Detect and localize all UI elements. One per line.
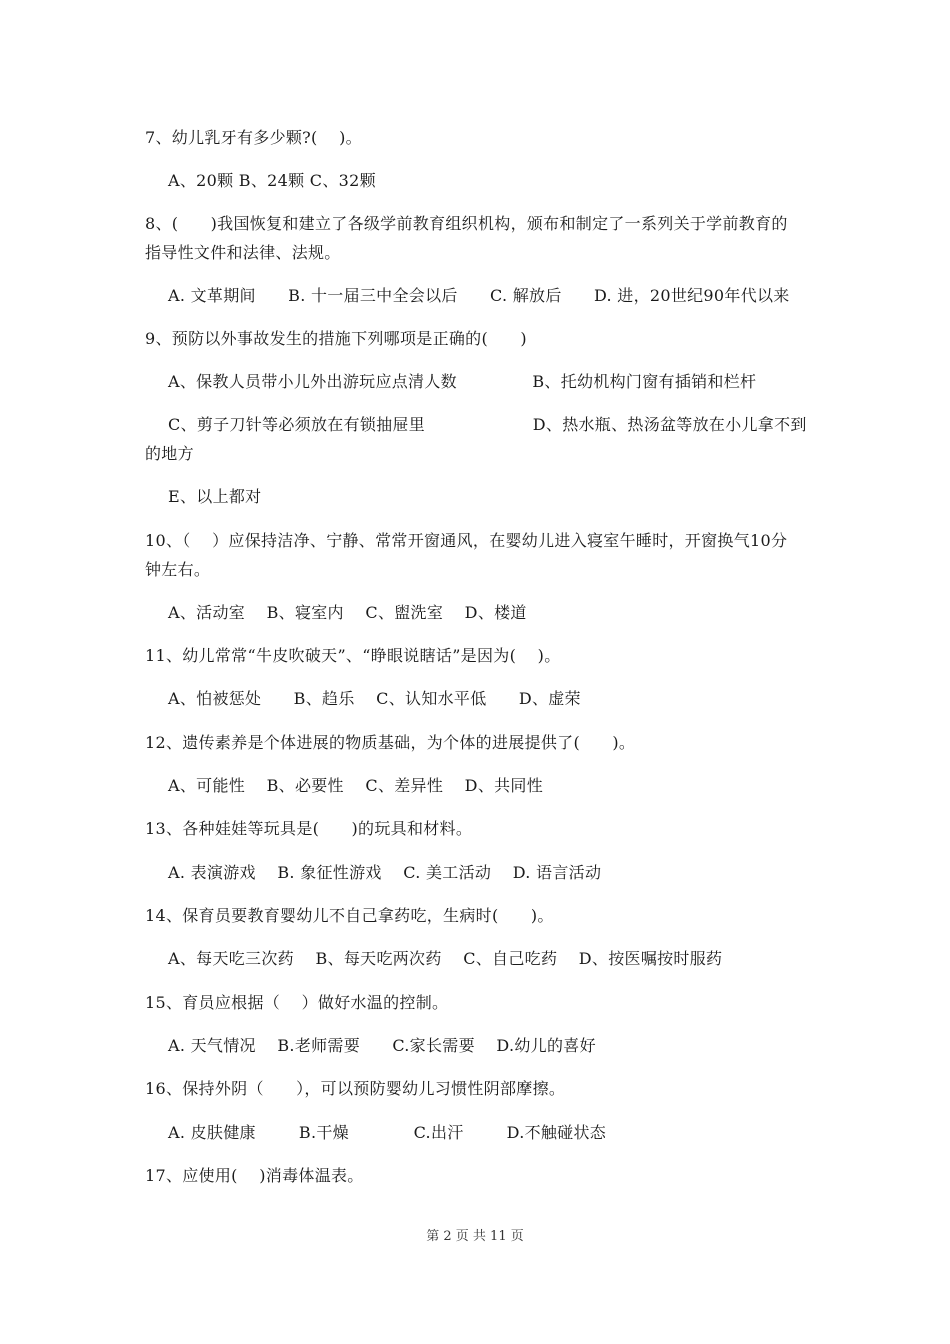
question-8-options: A. 文革期间 B. 十一届三中全会以后 C. 解放后 D. 进，20世纪90年代以来	[168, 286, 790, 305]
question-8-stem-line-2: 指导性文件和法律、法规。	[145, 243, 341, 262]
question-7-options: A、20颗 B、24颗 C、32颗	[168, 171, 376, 190]
question-17-stem: 17、应使用( )消毒体温表。	[145, 1166, 364, 1185]
question-13-options: A. 表演游戏 B. 象征性游戏 C. 美工活动 D. 语言活动	[168, 863, 602, 882]
question-9-options-line-4: E、以上都对	[168, 487, 262, 506]
question-8-stem-line-1: 8、( )我国恢复和建立了各级学前教育组织机构，颁布和制定了一系列关于学前教育的	[145, 214, 788, 233]
question-16-stem: 16、保持外阴（ ），可以预防婴幼儿习惯性阴部摩擦。	[145, 1079, 566, 1098]
question-14-stem: 14、保育员要教育婴幼儿不自己拿药吃，生病时( )。	[145, 906, 554, 925]
question-9-options-line-2: C、剪子刀针等必须放在有锁抽屉里 D、热水瓶、热汤盆等放在小儿拿不到	[168, 415, 807, 434]
question-12-stem: 12、遗传素养是个体进展的物质基础，为个体的进展提供了( )。	[145, 733, 636, 752]
question-11-stem: 11、幼儿常常“牛皮吹破天”、“睁眼说瞎话”是因为( )。	[145, 646, 561, 665]
question-10-options: A、活动室 B、寝室内 C、盥洗室 D、楼道	[168, 603, 527, 622]
question-9-stem: 9、预防以外事故发生的措施下列哪项是正确的( )	[145, 329, 527, 348]
question-12-options: A、可能性 B、必要性 C、差异性 D、共同性	[168, 776, 544, 795]
question-9-options-line-3: 的地方	[145, 444, 194, 463]
question-16-options: A. 皮肤健康 B.干燥 C.出汗 D.不触碰状态	[168, 1123, 607, 1142]
page-number-footer: 第 2 页 共 11 页	[426, 1229, 524, 1244]
question-13-stem: 13、各种娃娃等玩具是( )的玩具和材料。	[145, 819, 473, 838]
question-10-stem-line-1: 10、（ ）应保持洁净、宁静、常常开窗通风，在婴幼儿进入寝室午睡时，开窗换气10分	[145, 531, 788, 550]
question-9-options-line-1: A、保教人员带小儿外出游玩应点清人数 B、托幼机构门窗有插销和栏杆	[168, 372, 757, 391]
question-10-stem-line-2: 钟左右。	[145, 560, 211, 579]
question-7-stem: 7、幼儿乳牙有多少颗?( )。	[145, 128, 362, 147]
question-15-stem: 15、育员应根据（ ）做好水温的控制。	[145, 993, 449, 1012]
question-15-options: A. 天气情况 B.老师需要 C.家长需要 D.幼儿的喜好	[168, 1036, 596, 1055]
question-11-options: A、怕被惩处 B、趋乐 C、认知水平低 D、虚荣	[168, 689, 581, 708]
question-14-options: A、每天吃三次药 B、每天吃两次药 C、自己吃药 D、按医嘱按时服药	[168, 949, 723, 968]
